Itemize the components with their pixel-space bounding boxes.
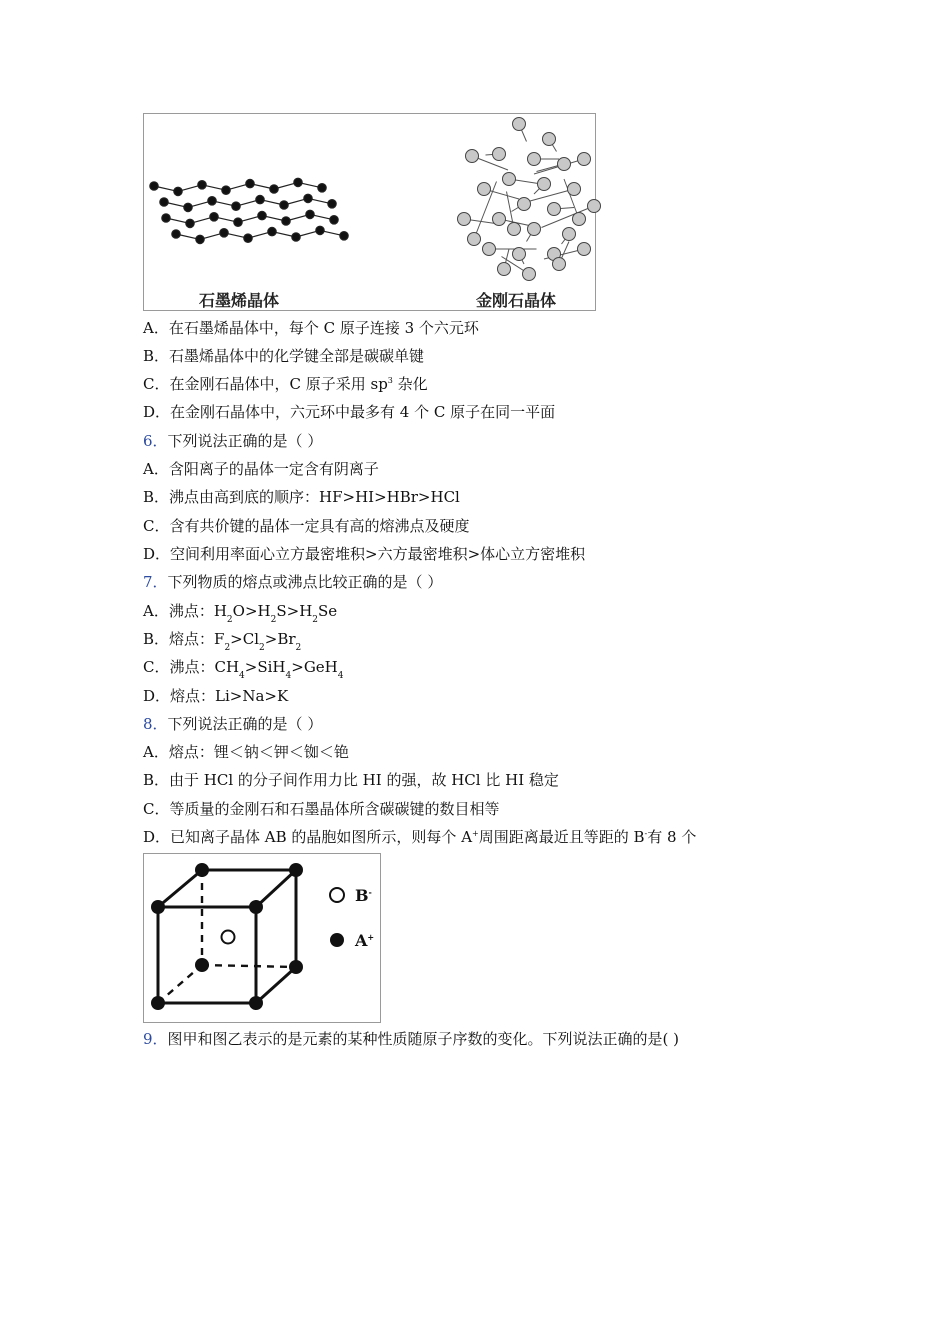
a-ion-corner	[289, 960, 303, 974]
a-ion-corner	[249, 900, 263, 914]
q8-option-a: A．熔点：锂＜钠＜钾＜铷＜铯	[143, 743, 349, 761]
graphene-atom	[162, 214, 170, 222]
q7-option-d: D．熔点：Li>Na>K	[143, 687, 289, 705]
q5-option-c-text: C．在金刚石晶体中，C 原子采用 sp	[143, 375, 388, 393]
graphene-atom	[294, 178, 302, 186]
diamond-caption: 金刚石晶体	[476, 291, 557, 310]
q7-a-sub1: 2	[226, 615, 233, 625]
diamond-atom	[588, 200, 601, 213]
q7-b-mid2: >Br	[264, 630, 296, 648]
q7-option-a	[143, 601, 337, 624]
legend-b-symbol	[330, 888, 344, 902]
graphene-atom	[292, 233, 300, 241]
graphene-atom	[306, 210, 314, 218]
q5-option-c-tail: 杂化	[392, 375, 428, 393]
graphene-caption: 石墨烯晶体	[199, 291, 280, 310]
q5-option-a: A．在石墨烯晶体中，每个 C 原子连接 3 个六元环	[143, 319, 479, 337]
legend-b-sup: -	[368, 887, 372, 897]
unit-cell-figure	[143, 853, 381, 1023]
q7-c-mid2: >GeH	[291, 658, 338, 676]
diamond-atom	[478, 183, 491, 196]
diamond-atom	[563, 228, 576, 241]
diamond-atom	[553, 258, 566, 271]
diamond-atom	[548, 203, 561, 216]
q6-option-d: D．空间利用率面心立方最密堆积>六方最密堆积>体心立方密堆积	[143, 545, 586, 563]
diamond-atom	[483, 243, 496, 256]
diamond-atom	[513, 118, 526, 131]
diamond-atom	[493, 213, 506, 226]
q8-d-tail: 有 8 个	[647, 828, 697, 846]
legend-a-symbol	[330, 933, 344, 947]
q8-stem-text: 下列说法正确的是（ ）	[167, 715, 323, 733]
q7-option-c	[143, 657, 344, 680]
graphene-atom	[174, 187, 182, 195]
q5-option-b: B．石墨烯晶体中的化学键全部是碳碳单键	[143, 347, 425, 365]
graphene-atom	[196, 235, 204, 243]
q6-option-a: A．含阳离子的晶体一定含有阴离子	[143, 460, 379, 478]
q7-c-sub2: 4	[285, 671, 292, 681]
graphene-atom	[208, 197, 216, 205]
graphene-atom	[282, 217, 290, 225]
legend-a-text: A	[355, 931, 368, 950]
graphene-atom	[258, 211, 266, 219]
q7-a-sub2: 2	[270, 615, 277, 625]
a-ion-corner	[195, 958, 209, 972]
q7-a-prefix: A．沸点：H	[143, 602, 227, 620]
diamond-atom	[503, 173, 516, 186]
legend-a-sup: +	[367, 932, 375, 942]
diamond-atom	[543, 133, 556, 146]
graphene-atom	[222, 186, 230, 194]
q8-d-mid: 周围距离最近且等距的 B	[478, 828, 645, 846]
q7-option-b	[143, 629, 301, 652]
q7-b-sub1: 2	[224, 643, 231, 653]
graphene-atom	[150, 182, 158, 190]
legend-b-text: B	[355, 886, 369, 905]
graphene-atom	[256, 195, 264, 203]
graphene-atom	[220, 229, 228, 237]
graphene-atom	[246, 179, 254, 187]
diamond-atom	[538, 178, 551, 191]
diamond-atom	[558, 158, 571, 171]
q6-stem-text: 下列说法正确的是（ ）	[167, 432, 323, 450]
q7-stem-text: 下列物质的熔点或沸点比较正确的是（ ）	[167, 573, 443, 591]
q5-option-d: D．在金刚石晶体中，六元环中最多有 4 个 C 原子在同一平面	[143, 403, 556, 421]
legend-a-label	[355, 931, 374, 950]
graphene-atom	[270, 185, 278, 193]
diamond-atom	[513, 248, 526, 261]
q8-option-d	[143, 827, 696, 850]
q7-c-prefix: C．沸点：CH	[143, 658, 240, 676]
diamond-atom	[578, 243, 591, 256]
q8-option-b: B．由于 HCl 的分子间作用力比 HI 的强，故 HCl 比 HI 稳定	[143, 771, 559, 789]
graphene-atom	[330, 216, 338, 224]
graphene-atom	[186, 219, 194, 227]
q8-d-sup1: +	[472, 829, 479, 838]
diamond-atom	[523, 268, 536, 281]
graphene-atom	[280, 201, 288, 209]
diamond-atom	[528, 223, 541, 236]
q7-c-mid1: >SiH	[244, 658, 286, 676]
q9-number: 9．	[143, 1030, 168, 1048]
q7-number: 7．	[143, 573, 168, 591]
a-ion-corner	[151, 900, 165, 914]
diamond-crystal-image	[444, 114, 604, 294]
a-ion-corner	[151, 996, 165, 1010]
q6-stem	[143, 431, 322, 451]
graphene-atom	[232, 202, 240, 210]
diamond-atom	[498, 263, 511, 276]
diamond-atom	[518, 198, 531, 211]
graphene-atom	[198, 181, 206, 189]
crystal-structures-figure	[143, 113, 596, 311]
graphene-atom	[160, 198, 168, 206]
graphene-atom	[210, 213, 218, 221]
q7-b-prefix: B．熔点：F	[143, 630, 225, 648]
q8-d-prefix: D．已知离子晶体 AB 的晶胞如图所示，则每个 A	[143, 828, 473, 846]
q7-a-mid2: S>H	[276, 602, 313, 620]
diamond-atom	[578, 153, 591, 166]
q5-option-c	[143, 374, 428, 397]
b-ion-center	[222, 931, 235, 944]
a-ion-corner	[195, 863, 209, 877]
graphene-atom	[172, 230, 180, 238]
q5-option-c-sup: 3	[387, 376, 393, 385]
graphene-atom	[184, 203, 192, 211]
q6-option-c: C．含有共价键的晶体一定具有高的熔沸点及硬度	[143, 517, 470, 535]
graphene-atom	[304, 194, 312, 202]
q7-a-mid3: Se	[318, 602, 338, 620]
a-ion-corner	[249, 996, 263, 1010]
q7-a-mid1: O>H	[232, 602, 271, 620]
graphene-atom	[244, 234, 252, 242]
diamond-atom	[528, 153, 541, 166]
legend-b-label	[355, 886, 372, 905]
q7-b-sub2: 2	[259, 643, 265, 653]
q9-stem	[143, 1029, 679, 1049]
q7-a-sub3: 2	[312, 615, 319, 625]
q8-option-c: C．等质量的金刚石和石墨晶体所含碳碳键的数目相等	[143, 800, 500, 818]
diamond-atom	[466, 150, 479, 163]
diamond-atom	[493, 148, 506, 161]
diamond-atom	[458, 213, 471, 226]
graphene-atom	[328, 200, 336, 208]
q7-b-mid1: >Cl	[230, 630, 260, 648]
diamond-atom	[573, 213, 586, 226]
q8-d-sup2: -	[644, 829, 648, 838]
q7-c-sub3: 4	[337, 671, 344, 681]
q7-stem	[143, 572, 442, 592]
q6-number: 6．	[143, 432, 168, 450]
graphene-atom	[268, 227, 276, 235]
graphene-atom	[340, 232, 348, 240]
diamond-atom	[568, 183, 581, 196]
a-ion-corner	[289, 863, 303, 877]
q7-b-sub3: 2	[295, 643, 302, 653]
diamond-atom	[468, 233, 481, 246]
q7-c-sub1: 4	[239, 671, 245, 681]
graphene-atom	[234, 218, 242, 226]
graphene-atom	[316, 226, 324, 234]
q9-stem-text: 图甲和图乙表示的是元素的某种性质随原子序数的变化。下列说法正确的是( )	[167, 1030, 680, 1048]
unit-cell-diagram	[144, 854, 380, 1022]
graphene-atom	[318, 184, 326, 192]
q8-stem	[143, 714, 322, 734]
q6-option-b: B．沸点由高到底的顺序：HF>HI>HBr>HCl	[143, 488, 460, 506]
diamond-atom	[508, 223, 521, 236]
q8-number: 8．	[143, 715, 168, 733]
